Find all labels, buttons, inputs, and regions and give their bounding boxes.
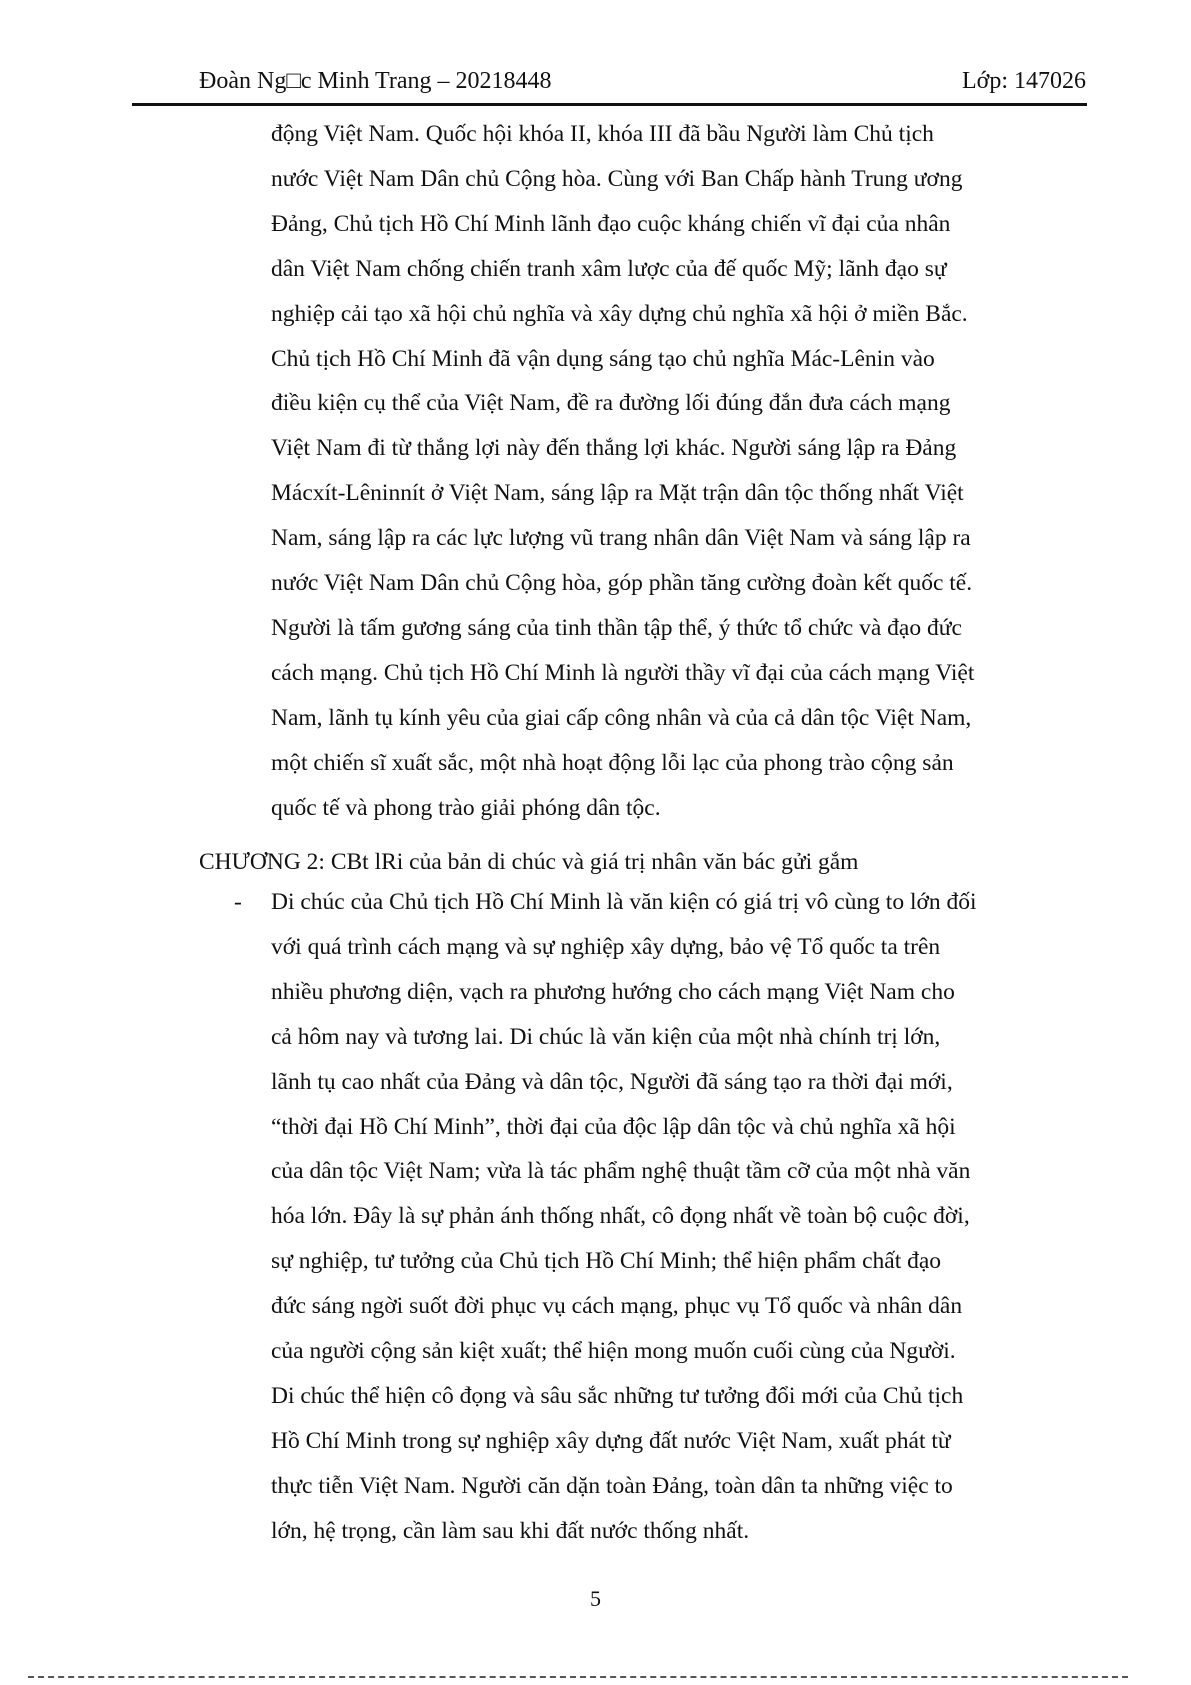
header-author: Đoàn Ng□c Minh Trang – 20218448: [199, 68, 552, 94]
text-line: dân Việt Nam chống chiến tranh xâm lược của đế quốc Mỹ; lãnh đạo sự: [271, 255, 947, 282]
header-class: Lớp: 147026: [961, 68, 1086, 94]
text-line: động Việt Nam. Quốc hội khóa II, khóa III đã bầu Người làm Chủ tịch: [271, 121, 934, 147]
text-line: cách mạng. Chủ tịch Hồ Chí Minh là người thầy vĩ đại của cách mạng Việt: [271, 659, 975, 686]
text-line: Mácxít-Lêninnít ở Việt Nam, sáng lập ra Mặt trận dân tộc thống nhất Việt: [271, 480, 964, 507]
text-line: Nam, lãnh tụ kính yêu của giai cấp công nhân và của cả dân tộc Việt Nam,: [271, 704, 972, 731]
page-number: 5: [590, 1586, 601, 1611]
text-line: Việt Nam đi từ thắng lợi này đến thắng lợi khác. Người sáng lập ra Đảng: [271, 435, 957, 462]
text-line: thực tiễn Việt Nam. Người căn dặn toàn Đảng, toàn dân ta những việc to: [271, 1472, 953, 1499]
text-line: quốc tế và phong trào giải phóng dân tộc.: [271, 794, 661, 821]
text-line: cả hôm nay và tương lai. Di chúc là văn kiện của một nhà chính trị lớn,: [271, 1023, 941, 1050]
paragraph-biography: [271, 112, 974, 831]
bullet-marker: -: [234, 889, 242, 915]
text-line: Người là tấm gương sáng của tinh thần tập thể, ý thức tổ chức và đạo đức: [271, 614, 962, 641]
text-line: lãnh tụ cao nhất của Đảng và dân tộc, Người đã sáng tạo ra thời đại mới,: [271, 1068, 953, 1095]
text-line: nước Việt Nam Dân chủ Cộng hòa. Cùng với Ban Chấp hành Trung ương: [271, 165, 963, 192]
chapter-heading: CHƯƠNG 2: CBt lRi của bản di chúc và giá trị nhân văn bác gửi gắm: [199, 849, 859, 875]
text-line: Di chúc của Chủ tịch Hồ Chí Minh là văn kiện có giá trị vô cùng to lớn đối: [271, 889, 977, 915]
text-line: Nam, sáng lập ra các lực lượng vũ trang nhân dân Việt Nam và sáng lập ra: [271, 525, 971, 552]
paragraph-testament: [271, 880, 977, 1554]
text-line: “thời đại Hồ Chí Minh”, thời đại của độc lập dân tộc và chủ nghĩa xã hội: [271, 1113, 956, 1140]
text-line: Đảng, Chủ tịch Hồ Chí Minh lãnh đạo cuộc kháng chiến vĩ đại của nhân: [271, 210, 951, 237]
text-line: của dân tộc Việt Nam; vừa là tác phẩm nghệ thuật tầm cỡ của một nhà văn: [271, 1158, 971, 1185]
text-line: với quá trình cách mạng và sự nghiệp xây dựng, bảo vệ Tổ quốc ta trên: [271, 933, 941, 960]
text-line: nghiệp cải tạo xã hội chủ nghĩa và xây dựng chủ nghĩa xã hội ở miền Bắc.: [271, 300, 968, 327]
text-line: một chiến sĩ xuất sắc, một nhà hoạt động lỗi lạc của phong trào cộng sản: [271, 749, 954, 776]
text-line: sự nghiệp, tư tưởng của Chủ tịch Hồ Chí Minh; thể hiện phẩm chất đạo: [271, 1248, 942, 1275]
text-line: Chủ tịch Hồ Chí Minh đã vận dụng sáng tạo chủ nghĩa Mác-Lênin vào: [271, 345, 935, 372]
header-divider: [132, 103, 1087, 106]
text-line: Hồ Chí Minh trong sự nghiệp xây dựng đất nước Việt Nam, xuất phát từ: [271, 1427, 951, 1454]
text-line: của người cộng sản kiệt xuất; thể hiện mong muốn cuối cùng của Người.: [271, 1338, 956, 1365]
text-line: nhiều phương diện, vạch ra phương hướng cho cách mạng Việt Nam cho: [271, 978, 955, 1005]
footer-divider: [28, 1676, 1128, 1678]
text-line: hóa lớn. Đây là sự phản ánh thống nhất, cô đọng nhất về toàn bộ cuộc đời,: [271, 1203, 970, 1230]
text-line: điều kiện cụ thể của Việt Nam, đề ra đường lối đúng đắn đưa cách mạng: [271, 390, 951, 417]
text-line: đức sáng ngời suốt đời phục vụ cách mạng, phục vụ Tổ quốc và nhân dân: [271, 1293, 963, 1320]
text-line: nước Việt Nam Dân chủ Cộng hòa, góp phần tăng cường đoàn kết quốc tế.: [271, 570, 973, 597]
text-line: lớn, hệ trọng, cần làm sau khi đất nước thống nhất.: [271, 1517, 750, 1544]
text-line: Di chúc thể hiện cô đọng và sâu sắc những tư tưởng đổi mới của Chủ tịch: [271, 1382, 964, 1409]
